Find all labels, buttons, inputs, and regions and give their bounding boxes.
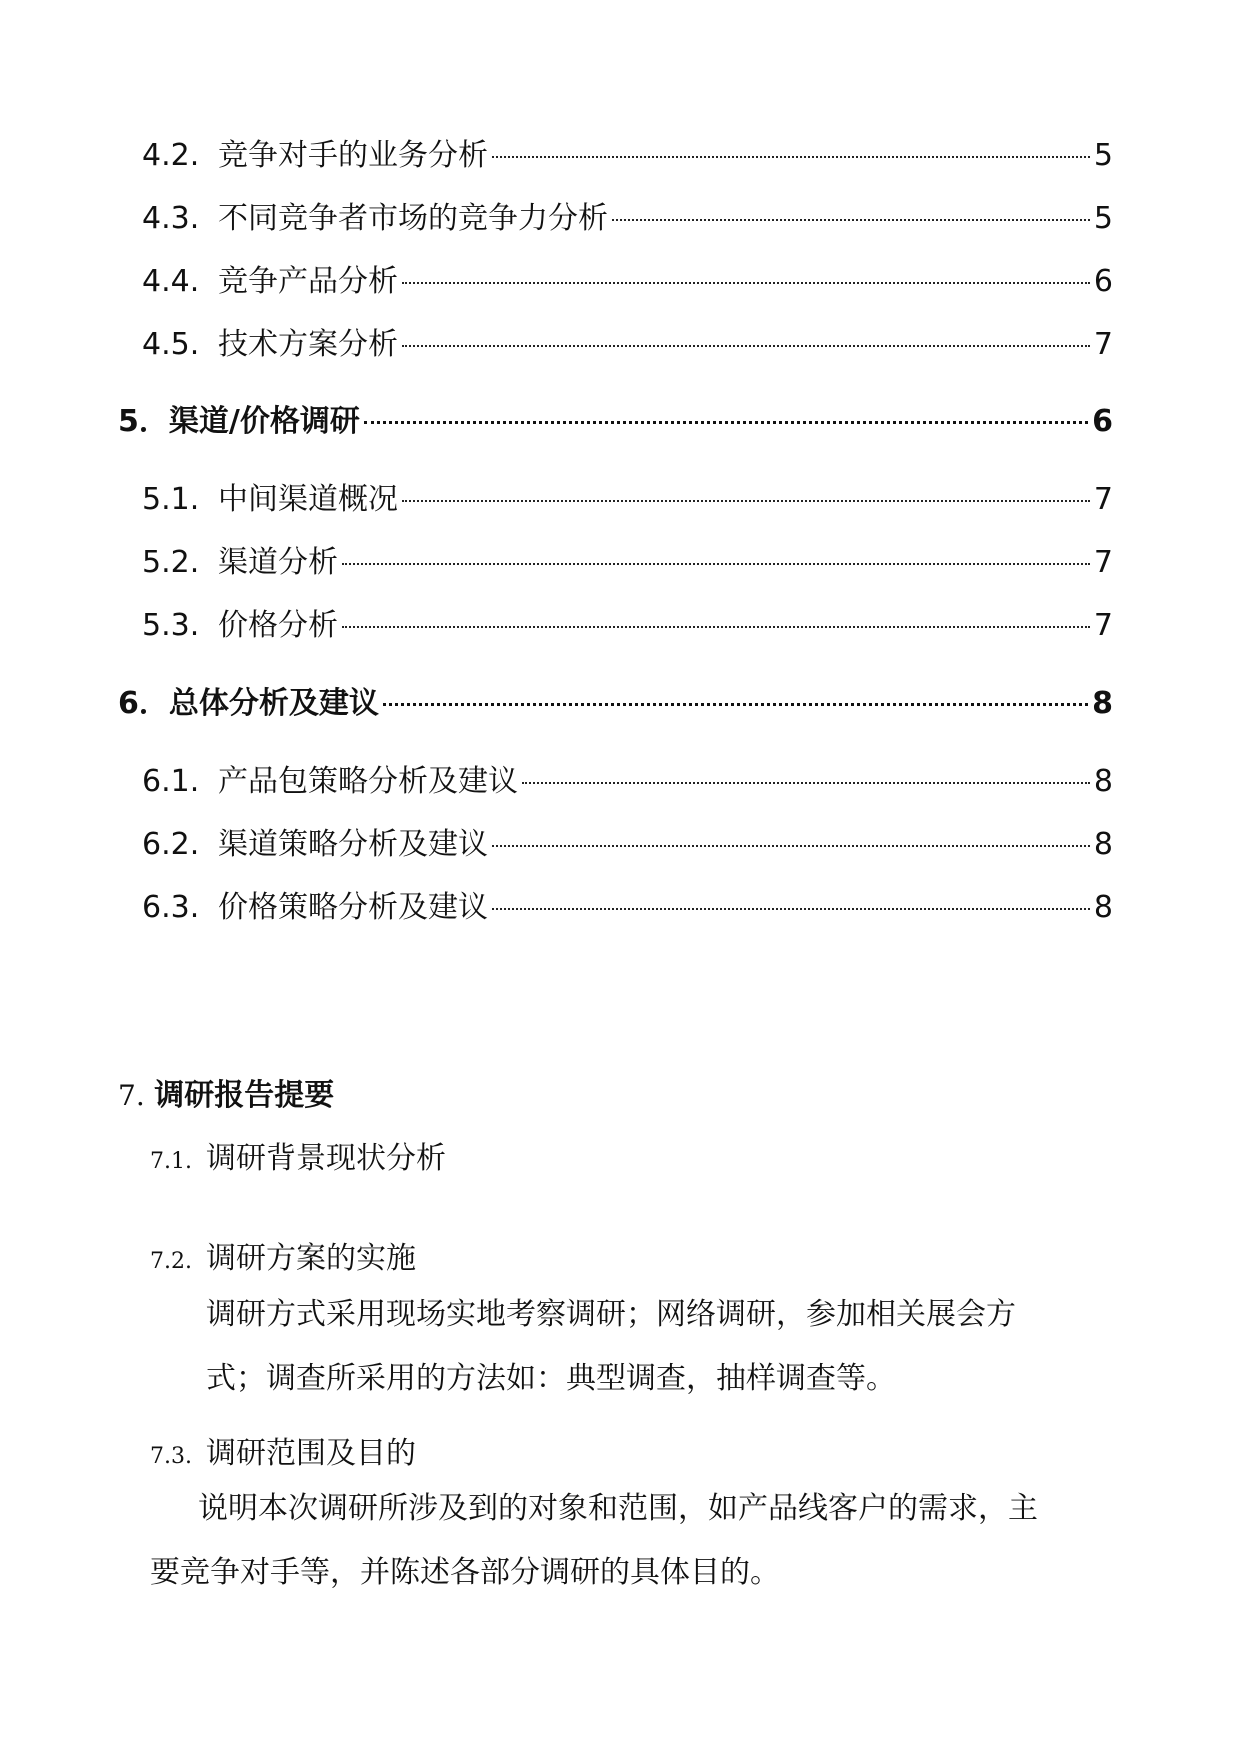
toc-chapter-entry[interactable]: [118, 678, 1113, 722]
toc-entry-number: 5.2.: [142, 545, 200, 580]
toc-dot-leader: [492, 156, 1090, 158]
toc-chapter-title: 渠道/价格调研: [168, 404, 360, 439]
toc-entry-page: 7: [1093, 327, 1113, 362]
toc-entry-number: 4.3.: [142, 201, 200, 236]
paragraph-line: 说明本次调研所涉及到的对象和范围，如产品线客户的需求，主: [198, 1491, 1038, 1526]
toc-chapter-page: 8: [1092, 686, 1113, 721]
toc-entry-title: 渠道策略分析及建议: [218, 827, 488, 862]
subsection-number: 7.3.: [150, 1444, 192, 1469]
toc-dot-leader: [492, 908, 1090, 910]
toc-entry-title: 价格分析: [218, 608, 338, 643]
toc-chapter-title: 总体分析及建议: [168, 686, 379, 721]
toc-entry-number: 4.2.: [142, 138, 200, 173]
subsection-number: 7.1.: [150, 1149, 192, 1174]
toc-entry[interactable]: [142, 130, 1113, 174]
toc-entry-number: 4.4.: [142, 264, 200, 299]
toc-entry[interactable]: [142, 319, 1113, 363]
section-heading: [118, 1070, 334, 1114]
subsection-title: 调研背景现状分析: [206, 1141, 446, 1176]
toc-dot-leader: [492, 845, 1090, 847]
toc-entry-page: 5: [1093, 138, 1113, 173]
toc-entry-page: 8: [1093, 890, 1113, 925]
section-number: 7.: [118, 1079, 145, 1112]
toc-dot-leader: [612, 219, 1090, 221]
toc-dot-leader: [342, 626, 1090, 628]
toc-chapter-page: 6: [1092, 404, 1113, 439]
section-title: 调研报告提要: [154, 1078, 335, 1113]
paragraph: [206, 1283, 1016, 1411]
toc-entry-page: 8: [1093, 827, 1113, 862]
toc-dot-leader: [342, 563, 1090, 565]
toc-entry[interactable]: [142, 537, 1113, 581]
toc-entry-number: 5.3.: [142, 608, 200, 643]
toc-entry-number: 5.1.: [142, 482, 200, 517]
toc-dot-leader: [402, 282, 1090, 284]
toc-dot-leader: [402, 500, 1090, 502]
toc-chapter-number: 6．: [118, 686, 169, 721]
subsection-title: 调研范围及目的: [206, 1436, 416, 1471]
paragraph-line: 调研方式采用现场实地考察调研；网络调研，参加相关展会方: [206, 1297, 1016, 1332]
toc-chapter-entry[interactable]: [118, 396, 1113, 440]
subsection-number: 7.2.: [150, 1249, 192, 1274]
toc-dot-leader: [522, 782, 1090, 784]
toc-entry-title: 竞争产品分析: [218, 264, 398, 299]
toc-entry[interactable]: [142, 600, 1113, 644]
toc-entry[interactable]: [142, 882, 1113, 926]
toc-entry-number: 4.5.: [142, 327, 200, 362]
toc-entry-title: 价格策略分析及建议: [218, 890, 488, 925]
toc-entry-title: 产品包策略分析及建议: [218, 764, 518, 799]
paragraph: [150, 1477, 1038, 1605]
toc-chapter-number: 5．: [118, 404, 169, 439]
toc-entry-page: 8: [1093, 764, 1113, 799]
subsection-heading: [150, 1428, 416, 1472]
toc-dot-leader: [383, 703, 1088, 706]
toc-dot-leader: [364, 421, 1088, 424]
toc-entry[interactable]: [142, 193, 1113, 237]
toc-entry-title: 中间渠道概况: [218, 482, 398, 517]
toc-entry-number: 6.1.: [142, 764, 200, 799]
toc-entry-page: 6: [1093, 264, 1113, 299]
toc-entry[interactable]: [142, 819, 1113, 863]
toc-entry-title: 竞争对手的业务分析: [218, 138, 488, 173]
toc-entry[interactable]: [142, 256, 1113, 300]
subsection-title: 调研方案的实施: [206, 1241, 416, 1276]
toc-entry-number: 6.3.: [142, 890, 200, 925]
paragraph-line: 式；调查所采用的方法如：典型调查，抽样调查等。: [206, 1361, 896, 1396]
toc-entry-title: 技术方案分析: [218, 327, 398, 362]
toc-dot-leader: [402, 345, 1090, 347]
toc-entry-page: 7: [1093, 482, 1113, 517]
subsection-heading: [150, 1133, 446, 1177]
toc-entry-page: 5: [1093, 201, 1113, 236]
subsection-heading: [150, 1233, 416, 1277]
toc-entry-number: 6.2.: [142, 827, 200, 862]
toc-entry-title: 不同竞争者市场的竞争力分析: [218, 201, 608, 236]
paragraph-line: 要竞争对手等，并陈述各部分调研的具体目的。: [150, 1555, 780, 1590]
toc-entry-title: 渠道分析: [218, 545, 338, 580]
toc-entry-page: 7: [1093, 608, 1113, 643]
toc-entry[interactable]: [142, 474, 1113, 518]
toc-entry[interactable]: [142, 756, 1113, 800]
toc-entry-page: 7: [1093, 545, 1113, 580]
